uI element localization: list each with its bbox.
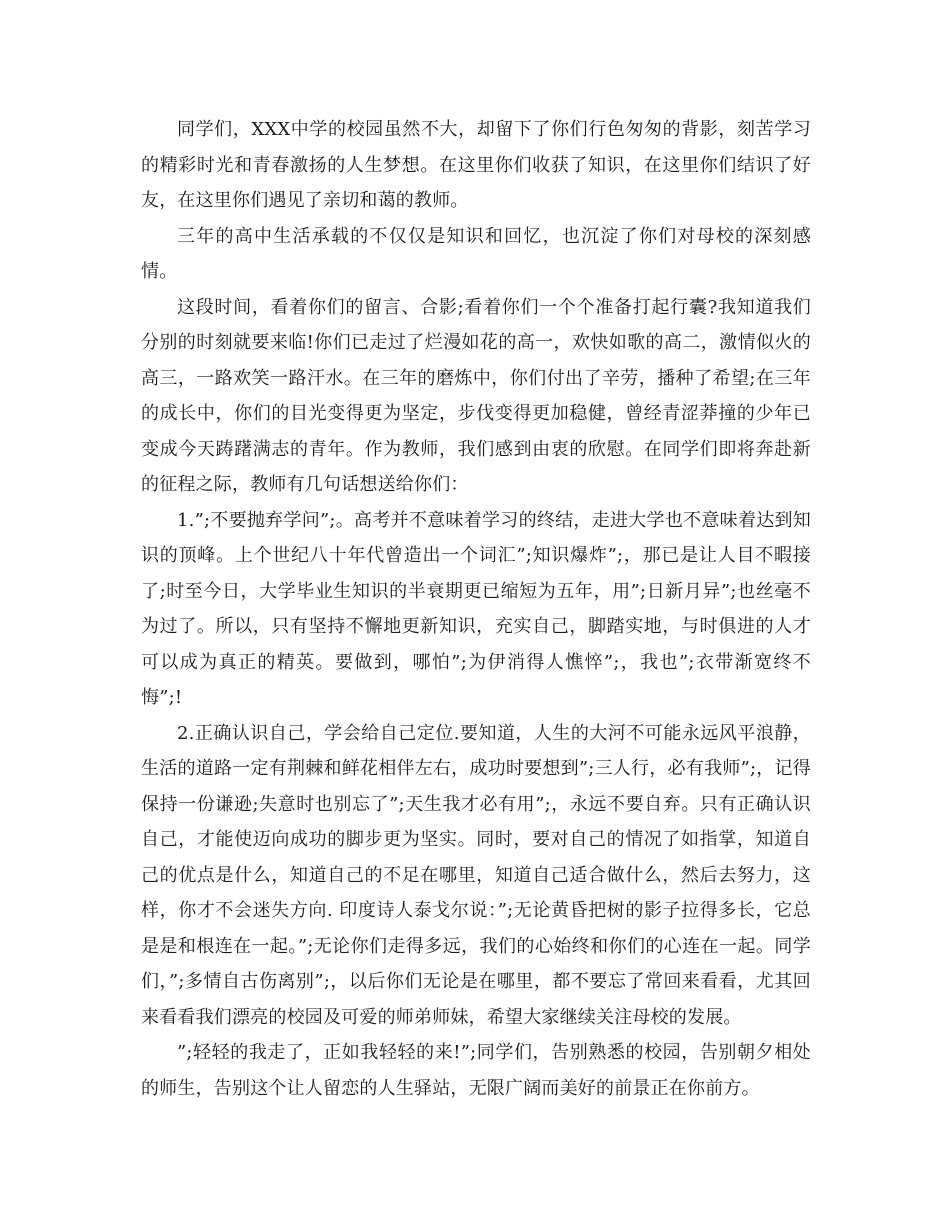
- paragraph-farewell-time: 这段时间，看着你们的留言、合影;看着你们一个个准备打起行囊?我知道我们分别的时刻就要来临!你们已走过了烂漫如花的高一，欢快如歌的高二，激情似火的高三，一路欢笑一路汗水。在三年的磨炼中，你们付出了辛劳，播种了希望;在三年的成长中，你们的目光变得更为坚定，步伐变得更加稳健，曾经青涩莽撞的少年已变成今天踌躇满志的青年。作为教师，我们感到由衷的欣慰。在同学们即将奔赴新的征程之际，教师有几句话想送给你们：: [141, 296, 811, 495]
- paragraph-point-1: 1.”;不要抛弃学问”;。高考并不意味着学习的终结，走进大学也不意味着达到知识的顶峰。上个世纪八十年代曾造出一个词汇”;知识爆炸”;，那已是让人目不暇接了;时至今日，大学毕业生知识的半衰期更已缩短为五年，用”;日新月异”;也丝毫不为过了。所以，只有坚持不懈地更新知识，充实自己，脚踏实地，与时俱进的人才可以成为真正的精英。要做到，哪怕”;为伊消得人憔悴”;，我也”;衣带渐宽终不悔”;!: [141, 509, 811, 708]
- paragraph-point-2: 2.正确认识自己，学会给自己定位.要知道，人生的大河不可能永远风平浪静，生活的道路一定有荆棘和鲜花相伴左右，成功时要想到”;三人行，必有我师”;，记得保持一份谦逊;失意时也别忘了”;天生我才必有用”;，永远不要自弃。只有正确认识自己，才能使迈向成功的脚步更为坚实。同时，要对自己的情况了如指掌，知道自己的优点是什么，知道自己的不足在哪里，知道自己适合做什么，然后去努力，这样，你才不会迷失方向. 印度诗人泰戈尔说：”;无论黄昏把树的影子拉得多长，它总是是和根连在一起。”;无论你们走得多远，我们的心始终和你们的心连在一起。同学们，”;多情自古伤离别”;，以后你们无论是在哪里，都不要忘了常回来看看，尤其回来看看我们漂亮的校园及可爱的师弟师妹，希望大家继续关注母校的发展。: [141, 722, 811, 1028]
- document-body: [141, 112, 811, 1106]
- paragraph-three-years: 三年的高中生活承载的不仅仅是知识和回忆，也沉淀了你们对母校的深刻感情。: [141, 225, 811, 282]
- paragraph-campus: 同学们，XXX中学的校园虽然不大，却留下了你们行色匆匆的背影，刻苦学习的精彩时光和青春激扬的人生梦想。在这里你们收获了知识，在这里你们结识了好友，在这里你们遇见了亲切和蔼的教师。: [141, 119, 811, 211]
- paragraph-closing: ”;轻轻的我走了，正如我轻轻的来!”;同学们，告别熟悉的校园，告别朝夕相处的师生，告别这个让人留恋的人生驿站，无限广阔而美好的前景正在你前方。: [141, 1042, 811, 1099]
